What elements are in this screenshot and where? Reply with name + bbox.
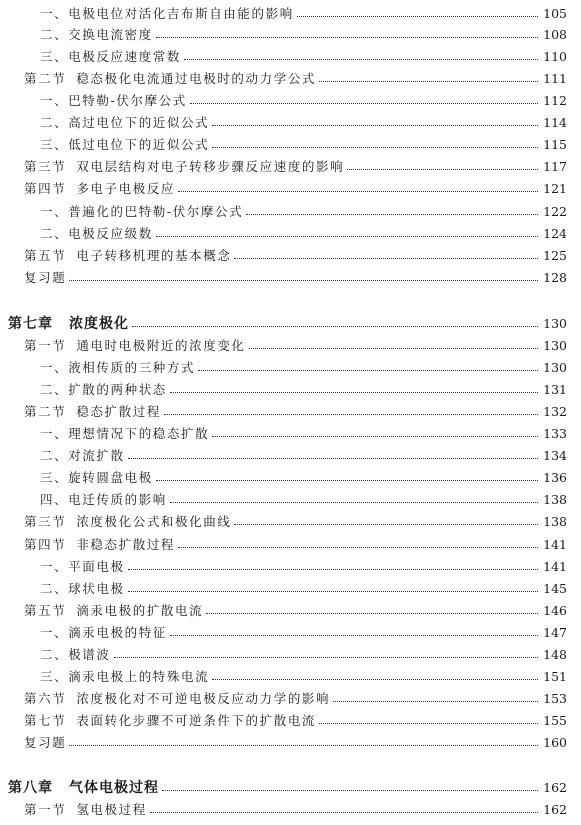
toc-entry-label — [0, 268, 66, 286]
dot-leader — [170, 635, 538, 636]
toc-item-row — [0, 621, 581, 643]
toc-page-number: 121 — [543, 180, 567, 196]
dot-leader — [178, 191, 538, 192]
toc-page-number: 141 — [543, 536, 567, 552]
toc-entry-label — [0, 557, 125, 575]
toc-entry-title: 稳态扩散过程 — [76, 404, 161, 419]
dot-leader — [170, 502, 538, 503]
toc-page-number: 146 — [543, 602, 567, 618]
toc-review-row — [0, 731, 581, 753]
toc-section-row — [0, 599, 581, 621]
toc-entry-number: 第七节 — [24, 713, 67, 728]
toc-entry-title: 稳态极化电流通过电极时的动力学公式 — [76, 71, 317, 86]
toc-entry-label — [0, 313, 129, 333]
toc-item-row — [0, 23, 581, 45]
toc-entry-number: 一、 — [40, 360, 69, 375]
dot-leader — [234, 258, 538, 259]
toc-review-row — [0, 266, 581, 288]
toc-entry-number: 一、 — [40, 204, 69, 219]
toc-section-row — [0, 67, 581, 89]
dot-leader — [162, 790, 538, 791]
toc-entry-label — [0, 468, 153, 486]
toc-entry-label — [0, 733, 66, 751]
toc-item-row — [0, 422, 581, 444]
dot-leader — [206, 613, 538, 614]
toc-entry-number: 第四节 — [24, 537, 67, 552]
toc-entry-label — [0, 490, 167, 508]
toc-item-row — [0, 378, 581, 400]
toc-entry-number: 一、 — [40, 559, 69, 574]
toc-section-row — [0, 177, 581, 199]
toc-entry-number: 四、 — [40, 492, 69, 507]
dot-leader — [246, 214, 538, 215]
toc-entry-title: 扩散的两种状态 — [68, 382, 167, 397]
toc-item-row — [0, 555, 581, 577]
toc-entry-number: 一、 — [40, 93, 69, 108]
toc-entry-label — [0, 4, 294, 22]
toc-entry-title: 滴汞电极的特征 — [68, 625, 167, 640]
dot-leader — [333, 701, 538, 702]
toc-entry-label — [0, 689, 330, 707]
toc-entry-label — [0, 179, 175, 197]
toc-page-number: 145 — [543, 580, 567, 596]
toc-item-row — [0, 133, 581, 155]
dot-leader — [69, 745, 538, 746]
toc-item-row — [0, 356, 581, 378]
toc-entry-label — [0, 446, 125, 464]
toc-page-number: 111 — [543, 70, 567, 86]
toc-entry-title: 复习题 — [24, 735, 67, 750]
toc-item-row — [0, 45, 581, 67]
toc-entry-number: 三、 — [40, 137, 69, 152]
toc-section-row — [0, 533, 581, 555]
toc-chapter-row — [0, 312, 581, 334]
toc-entry-title: 低过电位下的近似公式 — [68, 137, 210, 152]
toc-item-row — [0, 643, 581, 665]
toc-entry-title: 滴汞电极上的特殊电流 — [68, 669, 210, 684]
toc-entry-number: 第三节 — [24, 514, 67, 529]
toc-page-number: 132 — [543, 403, 567, 419]
dot-leader — [150, 812, 538, 813]
toc-entry-number: 第二节 — [24, 404, 67, 419]
toc-section-row — [0, 687, 581, 709]
dot-leader — [128, 458, 538, 459]
toc-entry-label — [0, 800, 147, 818]
toc-entry-label — [0, 336, 246, 354]
toc-entry-title: 气体电极过程 — [69, 780, 159, 796]
toc-entry-number: 一、 — [40, 426, 69, 441]
toc-entry-title: 氢电极过程 — [76, 802, 147, 817]
toc-entry-title: 复习题 — [24, 270, 67, 285]
toc-page-number: 114 — [543, 114, 567, 130]
toc-section-row — [0, 798, 581, 820]
toc-page-number: 148 — [543, 646, 567, 662]
toc-page-number: 147 — [543, 624, 567, 640]
toc-entry-title: 巴特勒-伏尔摩公式 — [68, 93, 187, 108]
toc-item-row — [0, 89, 581, 111]
toc-entry-title: 球状电极 — [68, 581, 125, 596]
dot-leader — [114, 657, 538, 658]
toc-entry-title: 电子转移机理的基本概念 — [76, 248, 232, 263]
toc-entry-label — [0, 601, 203, 619]
dot-leader — [156, 37, 538, 38]
toc-page-number: 162 — [543, 801, 567, 817]
toc-entry-label — [0, 579, 125, 597]
dot-leader — [128, 569, 538, 570]
toc-entry-title: 电迁传质的影响 — [68, 492, 167, 507]
toc-entry-label — [0, 358, 195, 376]
dot-leader — [319, 723, 538, 724]
toc-entry-title: 浓度极化对不可逆电极反应动力学的影响 — [76, 691, 331, 706]
toc-item-row — [0, 444, 581, 466]
toc-entry-number: 第六节 — [24, 691, 67, 706]
dot-leader — [190, 103, 538, 104]
toc-entry-title: 平面电极 — [68, 559, 125, 574]
toc-entry-title: 电极反应级数 — [68, 226, 153, 241]
toc-entry-title: 多电子电极反应 — [76, 181, 176, 196]
toc-entry-number: 二、 — [40, 647, 69, 662]
toc-entry-label — [0, 246, 231, 264]
toc-page-number: 130 — [543, 315, 567, 331]
toc-entry-label — [0, 667, 209, 685]
toc-entry-number: 第三节 — [24, 159, 67, 174]
toc-entry-title: 非稳态扩散过程 — [76, 537, 176, 552]
dot-leader — [170, 392, 538, 393]
toc-item-row — [0, 200, 581, 222]
toc-page-number: 128 — [543, 269, 567, 285]
dot-leader — [249, 348, 538, 349]
toc-section-row — [0, 334, 581, 356]
dot-leader — [212, 436, 538, 437]
dot-leader — [69, 280, 538, 281]
toc-entry-label — [0, 69, 316, 87]
toc-page-number: 160 — [543, 734, 567, 750]
toc-item-row — [0, 466, 581, 488]
toc-chapter-row — [0, 776, 581, 798]
toc-entry-label — [0, 535, 175, 553]
toc-entry-label — [0, 113, 209, 131]
toc-entry-number: 第一节 — [24, 802, 67, 817]
toc-section-row — [0, 510, 581, 532]
toc-page-number: 110 — [543, 48, 567, 64]
toc-page-number: 105 — [543, 5, 567, 21]
dot-leader — [347, 169, 538, 170]
toc-entry-title: 电极电位对活化吉布斯自由能的影响 — [68, 6, 294, 21]
toc-page-number: 122 — [543, 203, 567, 219]
toc-item-row — [0, 111, 581, 133]
toc-page-number: 125 — [543, 247, 567, 263]
toc-entry-number: 第五节 — [24, 248, 67, 263]
toc-entry-title: 浓度极化公式和极化曲线 — [76, 514, 232, 529]
toc-item-row — [0, 488, 581, 510]
toc-entry-number: 三、 — [40, 669, 69, 684]
toc-page-number: 138 — [543, 491, 567, 507]
toc-page-number: 112 — [543, 92, 567, 108]
toc-page-number: 131 — [543, 381, 567, 397]
toc-entry-title: 滴汞电极的扩散电流 — [76, 603, 204, 618]
toc-entry-number: 二、 — [40, 581, 69, 596]
toc-page-number: 155 — [543, 712, 567, 728]
toc-entry-label — [0, 224, 153, 242]
dot-leader — [184, 59, 538, 60]
toc-page-number: 162 — [543, 779, 567, 795]
dot-leader — [297, 16, 538, 17]
toc-entry-number: 第八章 — [8, 780, 53, 796]
toc-entry-label — [0, 91, 187, 109]
toc-item-row — [0, 665, 581, 687]
toc-entry-label — [0, 424, 209, 442]
toc-entry-label — [0, 202, 243, 220]
toc-item-row — [0, 222, 581, 244]
toc-page-number: 130 — [543, 337, 567, 353]
toc-entry-label — [0, 25, 153, 43]
toc-entry-title: 对流扩散 — [68, 448, 125, 463]
toc-entry-label — [0, 135, 209, 153]
toc-page-number: 115 — [543, 136, 567, 152]
toc-entry-label — [0, 157, 344, 175]
toc-entry-title: 双电层结构对电子转移步骤反应速度的影响 — [76, 159, 345, 174]
toc-entry-label — [0, 402, 161, 420]
toc-entry-number: 二、 — [40, 27, 69, 42]
toc-entry-number: 二、 — [40, 115, 69, 130]
toc-entry-number: 一、 — [40, 625, 69, 640]
toc-entry-label — [0, 380, 167, 398]
toc-section-row — [0, 244, 581, 266]
toc-item-row — [0, 577, 581, 599]
toc-entry-number: 第一节 — [24, 338, 67, 353]
dot-leader — [234, 524, 538, 525]
toc-page-number: 138 — [543, 513, 567, 529]
dot-leader — [178, 547, 538, 548]
toc-entry-number: 第七章 — [8, 316, 53, 332]
dot-leader — [212, 125, 538, 126]
dot-leader — [198, 370, 538, 371]
toc-page-number: 108 — [543, 26, 567, 42]
toc-entry-label — [0, 512, 231, 530]
toc-entry-label — [0, 711, 316, 729]
toc-entry-number: 第四节 — [24, 181, 67, 196]
toc-entry-number: 二、 — [40, 226, 69, 241]
toc-entry-number: 三、 — [40, 470, 69, 485]
toc-entry-title: 浓度极化 — [69, 316, 129, 332]
toc-entry-label — [0, 47, 181, 65]
dot-leader — [156, 480, 538, 481]
toc-entry-number: 第五节 — [24, 603, 67, 618]
toc-page-number: 151 — [543, 668, 567, 684]
toc-entry-title: 电极反应速度常数 — [68, 49, 182, 64]
toc-entry-number: 一、 — [40, 6, 69, 21]
toc-page-number: 134 — [543, 447, 567, 463]
dot-leader — [319, 81, 538, 82]
dot-leader — [212, 147, 538, 148]
toc-entry-title: 表面转化步骤不可逆条件下的扩散电流 — [76, 713, 317, 728]
toc-entry-title: 理想情况下的稳态扩散 — [68, 426, 210, 441]
toc-section-row — [0, 400, 581, 422]
dot-leader — [212, 679, 538, 680]
toc-page-number: 136 — [543, 469, 567, 485]
toc-page-number: 124 — [543, 225, 567, 241]
toc-entry-title: 普遍化的巴特勒-伏尔摩公式 — [68, 204, 244, 219]
toc-entry-title: 通电时电极附近的浓度变化 — [76, 338, 246, 353]
toc-section-row — [0, 155, 581, 177]
toc-page-number: 141 — [543, 558, 567, 574]
dot-leader — [132, 326, 538, 327]
dot-leader — [128, 591, 538, 592]
toc-entry-label — [0, 645, 111, 663]
toc-entry-title: 旋转圆盘电极 — [68, 470, 153, 485]
toc-item-row — [0, 2, 581, 24]
toc-entry-number: 二、 — [40, 382, 69, 397]
toc-entry-number: 三、 — [40, 49, 69, 64]
toc-page-number: 153 — [543, 690, 567, 706]
toc-entry-title: 高过电位下的近似公式 — [68, 115, 210, 130]
toc-section-row — [0, 709, 581, 731]
toc-entry-title: 极谱波 — [68, 647, 111, 662]
dot-leader — [156, 236, 538, 237]
toc-entry-title: 液相传质的三种方式 — [68, 360, 196, 375]
toc-page-number: 117 — [543, 158, 567, 174]
dot-leader — [164, 414, 538, 415]
toc-entry-label — [0, 777, 159, 797]
toc-entry-number: 二、 — [40, 448, 69, 463]
toc-entry-title: 交换电流密度 — [68, 27, 153, 42]
toc-entry-label — [0, 623, 167, 641]
toc-page-number: 133 — [543, 425, 567, 441]
toc-page-number: 130 — [543, 359, 567, 375]
toc-entry-number: 第二节 — [24, 71, 67, 86]
